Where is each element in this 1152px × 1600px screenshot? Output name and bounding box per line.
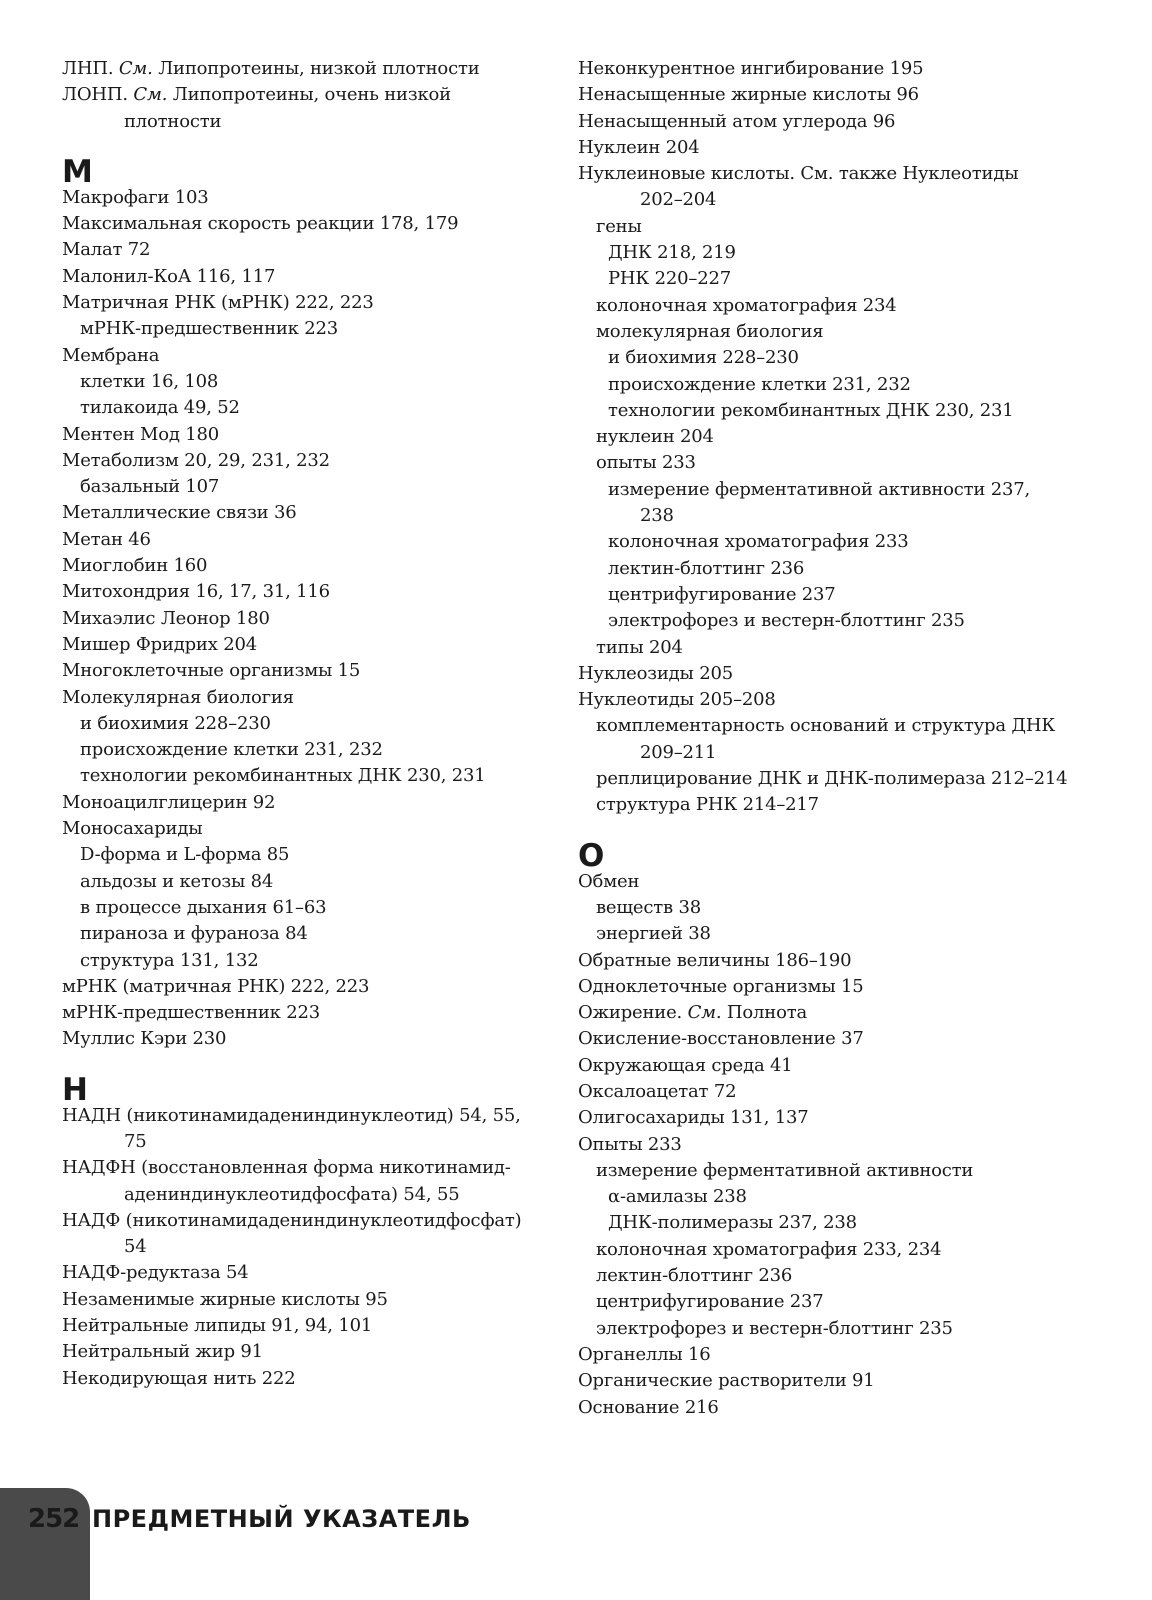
index-entry: Макрофаги 103 — [62, 186, 209, 208]
index-entry: комплементарность оснований и структура ДНК — [596, 715, 1056, 737]
index-entry: технологии рекомбинантных ДНК 230, 231 — [608, 399, 1014, 421]
index-entry — [62, 56, 552, 82]
index-entry: Мембрана — [62, 344, 160, 366]
index-entry: Обратные величины 186–190 — [578, 949, 852, 971]
index-entry: молекулярная биология — [596, 320, 824, 342]
index-entry: измерение ферментативной активности — [596, 1159, 974, 1181]
index-entry: Нуклеиновые кислоты. См. также Нуклеотиды — [578, 163, 1019, 185]
index-entry: центрифугирование 237 — [596, 1291, 824, 1313]
index-entry: Окисление-восстановление 37 — [578, 1028, 864, 1050]
index-entry: плотности — [124, 110, 222, 132]
index-entry: гены — [596, 215, 642, 237]
index-column-left — [62, 56, 552, 1392]
index-entry: Нуклеин 204 — [578, 136, 700, 158]
index-entry: Неконкурентное ингибирование 195 — [578, 58, 924, 79]
index-entry: тилакоида 49, 52 — [80, 397, 240, 419]
index-entry: Матричная РНК (мРНК) 222, 223 — [62, 292, 374, 314]
index-entry: Метан 46 — [62, 528, 151, 550]
index-entry — [62, 82, 552, 108]
index-entry: 209–211 — [640, 741, 717, 763]
section-letter: Н — [62, 1071, 88, 1108]
index-term: ЛОНП. — [62, 84, 134, 106]
index-entry: Ненасыщенные жирные кислоты 96 — [578, 84, 919, 106]
index-entry: Моносахариды — [62, 818, 203, 840]
index-entry: измерение ферментативной активности 237, — [608, 478, 1030, 500]
see-reference: См. — [687, 1002, 722, 1024]
index-entry: Органические растворители 91 — [578, 1370, 875, 1392]
index-entry: технологии рекомбинантных ДНК 230, 231 — [80, 765, 486, 787]
index-entry: и биохимия 228–230 — [80, 712, 271, 734]
index-entry: лектин-блоттинг 236 — [596, 1265, 793, 1287]
index-entry: колоночная хроматография 233, 234 — [596, 1238, 942, 1260]
index-entry: Опыты 233 — [578, 1133, 682, 1155]
index-entry: опыты 233 — [596, 452, 696, 474]
index-entry: адениндинуклеотидфосфата) 54, 55 — [124, 1183, 460, 1205]
index-entry: Олигосахариды 131, 137 — [578, 1107, 809, 1129]
section-letter: О — [578, 837, 605, 874]
index-entry: происхождение клетки 231, 232 — [80, 739, 383, 761]
index-entry: НАДФ (никотинамидадениндинуклеотидфосфат) — [62, 1209, 522, 1231]
index-entry: и биохимия 228–230 — [608, 347, 799, 369]
index-entry: Муллис Кэри 230 — [62, 1028, 227, 1050]
reference-target: Липопротеины, очень низкой — [167, 84, 451, 106]
index-entry: Некодирующая нить 222 — [62, 1367, 296, 1389]
index-entry: ДНК 218, 219 — [608, 242, 736, 264]
index-entry: 202–204 — [640, 189, 717, 211]
index-entry: структура РНК 214–217 — [596, 794, 819, 816]
index-entry: α-амилазы 238 — [608, 1186, 747, 1208]
index-entry: НАДФН (восстановленная форма никотинамид- — [62, 1157, 511, 1179]
page-number: 252 — [28, 1504, 80, 1534]
index-entry: лектин-блоттинг 236 — [608, 557, 805, 579]
index-entry: Нейтральный жир 91 — [62, 1341, 263, 1363]
see-reference: См. — [118, 58, 153, 79]
index-entry: Незаменимые жирные кислоты 95 — [62, 1288, 388, 1310]
index-entry: Обмен — [578, 870, 640, 892]
index-entry: в процессе дыхания 61–63 — [80, 896, 327, 918]
index-entry: Молекулярная биология — [62, 686, 294, 708]
index-entry: клетки 16, 108 — [80, 370, 219, 392]
index-entry: НАДФ-редуктаза 54 — [62, 1262, 249, 1284]
index-entry: Многоклеточные организмы 15 — [62, 660, 361, 682]
index-entry: D-форма и L-форма 85 — [80, 844, 290, 866]
index-entry: альдозы и кетозы 84 — [80, 870, 274, 892]
index-entry: электрофорез и вестерн-блоттинг 235 — [596, 1317, 953, 1339]
index-entry: Основание 216 — [578, 1396, 719, 1418]
index-entry: Малат 72 — [62, 239, 151, 261]
index-entry: происхождение клетки 231, 232 — [608, 373, 911, 395]
index-entry: колоночная хроматография 233 — [608, 531, 909, 553]
index-entry: Михаэлис Леонор 180 — [62, 607, 270, 629]
index-entry: Окружающая среда 41 — [578, 1054, 793, 1076]
index-entry — [578, 1000, 1098, 1026]
index-entry: 54 — [124, 1236, 147, 1258]
index-entry: 75 — [124, 1130, 147, 1152]
index-entry: Миоглобин 160 — [62, 555, 208, 577]
index-entry: НАДН (никотинамидадениндинуклеотид) 54, 55, — [62, 1104, 521, 1126]
index-entry: Ментен Мод 180 — [62, 423, 220, 445]
index-entry: Оксалоацетат 72 — [578, 1080, 737, 1102]
index-entry: электрофорез и вестерн-блоттинг 235 — [608, 610, 965, 632]
running-title: ПРЕДМЕТНЫЙ УКАЗАТЕЛЬ — [92, 1505, 471, 1533]
index-entry: Максимальная скорость реакции 178, 179 — [62, 213, 459, 235]
index-entry: 238 — [640, 505, 674, 527]
index-entry: мРНК-предшественник 223 — [80, 318, 339, 340]
index-entry: колоночная хроматография 234 — [596, 294, 897, 316]
reference-target: Полнота — [721, 1002, 808, 1024]
index-entry: Ненасыщенный атом углерода 96 — [578, 110, 896, 132]
index-entry: Одноклеточные организмы 15 — [578, 975, 864, 997]
index-entry: базальный 107 — [80, 476, 220, 498]
index-entry: Метаболизм 20, 29, 231, 232 — [62, 449, 330, 471]
index-entry: Малонил-КоА 116, 117 — [62, 265, 276, 287]
index-entry: мРНК-предшественник 223 — [62, 1002, 321, 1024]
section-letter: М — [62, 153, 93, 190]
reference-target: Липопротеины, низкой плотности — [152, 58, 480, 79]
index-entry: реплицирование ДНК и ДНК-полимераза 212–214 — [596, 768, 1068, 790]
index-entry: Мишер Фридрих 204 — [62, 633, 257, 655]
index-entry: типы 204 — [596, 636, 683, 658]
index-entry: мРНК (матричная РНК) 222, 223 — [62, 975, 370, 997]
index-term: ЛНП. — [62, 58, 119, 79]
index-entry: ДНК-полимеразы 237, 238 — [608, 1212, 857, 1234]
index-entry: пираноза и фураноза 84 — [80, 923, 308, 945]
index-entry: структура 131, 132 — [80, 949, 259, 971]
index-entry: веществ 38 — [596, 896, 701, 918]
index-entry: Органеллы 16 — [578, 1343, 711, 1365]
index-entry: Нуклеозиды 205 — [578, 662, 733, 684]
index-entry: Моноацилглицерин 92 — [62, 791, 276, 813]
index-entry: центрифугирование 237 — [608, 583, 836, 605]
index-entry: Митохондрия 16, 17, 31, 116 — [62, 581, 330, 603]
index-entry: нуклеин 204 — [596, 426, 714, 448]
index-entry: Металлические связи 36 — [62, 502, 297, 524]
index-entry: Нейтральные липиды 91, 94, 101 — [62, 1315, 373, 1337]
see-reference: См. — [133, 84, 168, 106]
index-entry: Нуклеотиды 205–208 — [578, 689, 776, 711]
index-entry: РНК 220–227 — [608, 268, 731, 290]
index-entry: энергией 38 — [596, 923, 711, 945]
index-column-right — [578, 56, 1098, 1421]
index-term: Ожирение. — [578, 1002, 688, 1024]
